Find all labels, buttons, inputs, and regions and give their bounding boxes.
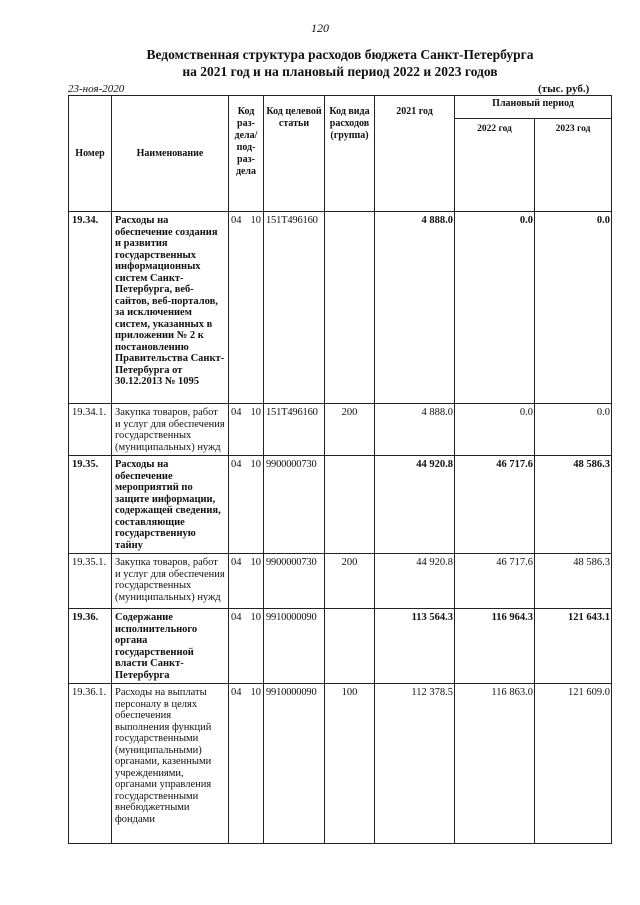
row-article-code: 9910000090	[264, 609, 325, 684]
budget-table	[68, 95, 612, 844]
row-expense-type: 200	[325, 554, 375, 609]
section-code: 04	[231, 215, 242, 226]
row-name: Содержание исполнительного органа государственной власти Санкт-Петербурга	[112, 609, 229, 684]
row-value-2021: 113 564.3	[375, 609, 455, 684]
row-value-2021: 4 888.0	[375, 404, 455, 456]
row-section-code	[229, 212, 264, 404]
header-year-2023: 2023 год	[535, 119, 612, 212]
section-code: 04	[231, 407, 242, 418]
header-section-code: Код раз-дела/ под-раз-дела	[229, 96, 264, 212]
subsection-code: 10	[250, 459, 261, 470]
table-row	[69, 212, 612, 404]
document-date: 23-ноя-2020	[68, 83, 125, 95]
row-name: Закупка товаров, работ и услуг для обеспечения государственных (муниципальных) нужд	[112, 404, 229, 456]
page-number: 120	[311, 21, 329, 35]
row-number: 19.35.	[69, 456, 112, 554]
row-expense-type	[325, 609, 375, 684]
row-value-2021: 4 888.0	[375, 212, 455, 404]
title-line-2: на 2021 год и на плановый период 2022 и 2023 годов	[182, 64, 498, 79]
table-row	[69, 404, 612, 456]
row-expense-type	[325, 456, 375, 554]
row-value-2021: 44 920.8	[375, 456, 455, 554]
subsection-code: 10	[250, 612, 261, 623]
row-article-code: 9900000730	[264, 554, 325, 609]
row-number: 19.36.	[69, 609, 112, 684]
row-number: 19.36.1.	[69, 684, 112, 844]
row-expense-type: 200	[325, 404, 375, 456]
header-number: Номер	[69, 96, 112, 212]
table-row	[69, 684, 612, 844]
table-row	[69, 609, 612, 684]
row-name: Закупка товаров, работ и услуг для обеспечения государственных (муниципальных) нужд	[112, 554, 229, 609]
header-year-2022: 2022 год	[455, 119, 535, 212]
row-section-code	[229, 404, 264, 456]
row-section-code	[229, 684, 264, 844]
header-article-code: Код целевой статьи	[264, 96, 325, 212]
row-value-2022: 0.0	[455, 404, 535, 456]
row-name: Расходы на выплаты персоналу в целях обеспечения выполнения функций государственными (муниципальными) органами, казенными учреждениями, органами управления государственными внебюджетными фондами	[112, 684, 229, 844]
row-value-2022: 46 717.6	[455, 554, 535, 609]
row-number: 19.35.1.	[69, 554, 112, 609]
row-section-code	[229, 554, 264, 609]
document-title	[60, 46, 620, 80]
header-year-2021: 2021 год	[375, 96, 455, 212]
subsection-code: 10	[250, 557, 261, 568]
title-line-1: Ведомственная структура расходов бюджета Санкт-Петербурга	[146, 47, 534, 62]
header-planning-period: Плановый период	[455, 96, 612, 119]
row-article-code: 9900000730	[264, 456, 325, 554]
table-row	[69, 554, 612, 609]
row-article-code: 151Т496160	[264, 404, 325, 456]
subsection-code: 10	[250, 407, 261, 418]
table-body	[69, 212, 612, 844]
header-expense-type: Код вида расходов (группа)	[325, 96, 375, 212]
row-article-code: 9910000090	[264, 684, 325, 844]
row-value-2021: 44 920.8	[375, 554, 455, 609]
row-value-2023: 0.0	[535, 404, 612, 456]
row-name: Расходы на обеспечение мероприятий по защите информации, содержащей сведения, составляющие государственную тайну	[112, 456, 229, 554]
row-value-2022: 46 717.6	[455, 456, 535, 554]
row-section-code	[229, 609, 264, 684]
header-name: Наименование	[112, 96, 229, 212]
section-code: 04	[231, 612, 242, 623]
units-label: (тыс. руб.)	[538, 83, 590, 95]
row-article-code: 151Т496160	[264, 212, 325, 404]
row-number: 19.34.	[69, 212, 112, 404]
row-value-2022: 116 964.3	[455, 609, 535, 684]
row-value-2023: 0.0	[535, 212, 612, 404]
row-section-code	[229, 456, 264, 554]
section-code: 04	[231, 459, 242, 470]
row-expense-type: 100	[325, 684, 375, 844]
row-value-2023: 121 643.1	[535, 609, 612, 684]
row-value-2022: 116 863.0	[455, 684, 535, 844]
row-value-2021: 112 378.5	[375, 684, 455, 844]
row-expense-type	[325, 212, 375, 404]
section-code: 04	[231, 557, 242, 568]
section-code: 04	[231, 687, 242, 698]
row-value-2023: 48 586.3	[535, 456, 612, 554]
subsection-code: 10	[250, 215, 261, 226]
row-value-2022: 0.0	[455, 212, 535, 404]
row-number: 19.34.1.	[69, 404, 112, 456]
row-value-2023: 48 586.3	[535, 554, 612, 609]
row-name: Расходы на обеспечение создания и развития государственных информационных систем Санкт-Петербурга, веб-сайтов, веб-порталов, за исключением систем, указанных в приложении № 2 к постановлению Правительства Санкт-Петербурга от 30.12.2013 № 1095	[112, 212, 229, 404]
subsection-code: 10	[250, 687, 261, 698]
table-row	[69, 456, 612, 554]
row-value-2023: 121 609.0	[535, 684, 612, 844]
